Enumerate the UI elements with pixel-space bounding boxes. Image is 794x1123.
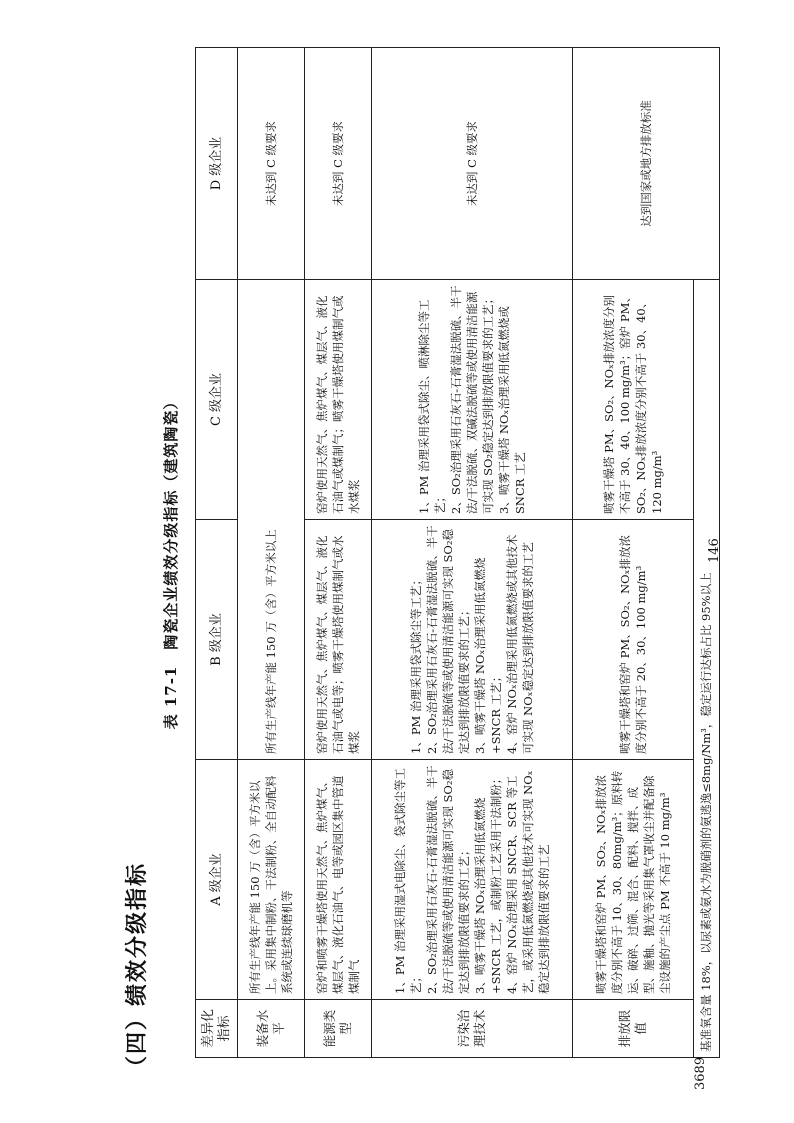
side-page-number: 3689: [693, 1056, 708, 1090]
header-grade-d: D 级企业: [196, 48, 238, 280]
performance-grading-table: [195, 47, 720, 1058]
table-row: [305, 48, 372, 1058]
header-grade-a: A 级企业: [196, 760, 238, 1000]
cell-energy-d: 未达到 C 级要求: [305, 48, 372, 280]
cell-pollution-a: 1、PM 治理采用湿式电除尘、袋式除尘等工艺； 2、SO₂治理采用石灰石-石膏湿法脱硫、半干法/干法脱硫等或使用清洁能源可实现 SO₂稳定达到排放限值要求的工艺； 3、喷雾干燥塔 NOₓ治理采用低氮燃烧+SNCR 工艺，或制粉工艺采用干法制粉； 4、窑炉 NOₓ治理采用 SNCR、SCR 等工艺，或采用低氮燃烧或其他技术可实现 NOₓ稳定达到排放限值要求的工艺: [372, 760, 572, 1000]
header-grade-b: B 级企业: [196, 520, 238, 760]
cell-equipment-a: 所有生产线年产能 150 万（含）平方米以上。采用集中制粉、干法制粉、全自动配料系统或连续球磨机等: [238, 760, 305, 1000]
row-label-pollution: 污染治理技术: [372, 1000, 572, 1058]
cell-pollution-c: 1、PM 治理采用袋式除尘、喷淋除尘等工艺； 2、SO₂治理采用石灰石-石膏湿法脱硫、半干法/干法脱硫、双碱法脱硫等或使用清洁能源可实现 SO₂稳定达到排放限值要求的工艺； 3、喷雾干燥塔 NOₓ治理采用低氮燃烧或 SNCR 工艺: [372, 280, 572, 520]
row-label-equipment: 装备水平: [238, 1000, 305, 1058]
cell-pollution-b: 1、PM 治理采用袋式除尘等工艺； 2、SO₂治理采用石灰石-石膏湿法脱硫、半干法/干法脱硫等或使用清洁能源可实现 SO₂稳定达到排放限值要求的工艺； 3、喷雾干燥塔 NOₓ治理采用低氮燃烧+SNCR 工艺； 4、窑炉 NOₓ治理采用低氮燃烧或其他技术可实现 NOₓ稳定达到排放限值要求的工艺: [372, 520, 572, 760]
page-number: 146: [707, 538, 722, 563]
table-row: [572, 48, 693, 1058]
cell-energy-c: 窑炉使用天然气、焦炉煤气、煤层气、液化石油气或煤制气；喷雾干燥塔使用煤制气或水煤浆: [305, 280, 372, 520]
table-row: [238, 48, 305, 1058]
cell-emission-c: 喷雾干燥塔 PM、SO₂、NOₓ排放浓度分别不高于 30、40、100 mg/m³；窑炉 PM、SO₂、NOₓ排放浓度分别不高于 30、40、120 mg/m³: [572, 280, 693, 520]
cell-pollution-d: 未达到 C 级要求: [372, 48, 572, 280]
table-title: 表 17-1 陶瓷企业绩效分级指标（建筑陶瓷）: [162, 393, 180, 730]
header-grade-c: C 级企业: [196, 280, 238, 520]
header-indicator: 差异化指标: [196, 1000, 238, 1058]
row-label-energy: 能源类型: [305, 1000, 372, 1058]
cell-energy-b: 窑炉使用天然气、焦炉煤气、煤层气、液化石油气或电等；喷雾干燥塔使用煤制气或水煤浆: [305, 520, 372, 760]
cell-emission-d: 达到国家或地方排放标准: [572, 48, 719, 280]
emission-footnote: 基准氧含量 18%，以尿素或氨水为脱硝剂的氨逃逸≤8mg/Nm³，稳定运行达标占比 95%以上: [693, 280, 719, 1058]
table-header-row: [196, 48, 238, 1058]
cell-emission-b: 喷雾干燥塔和窑炉 PM、SO₂、NOₓ排放浓度分别不高于 20、30、100 mg/m³: [572, 520, 693, 760]
cell-equipment-d: 未达到 C 级要求: [238, 48, 305, 280]
section-title: （四）绩效分级指标: [124, 861, 150, 1078]
cell-emission-a: 喷雾干燥塔和窑炉 PM、SO₂、NOₓ排放浓度分别不高于 10、30、80mg/m³；原料转运、破碎、过筛、混合、配料、搅拌、成型、施釉、抛光等采用集气罩收尘并配备除尘设施的产尘点 PM 不高于 10 mg/m³: [572, 760, 693, 1000]
cell-equipment-bc: 所有生产线年产能 150 万（含）平方米以上: [238, 280, 305, 760]
cell-energy-a: 窑炉和喷雾干燥塔使用天然气、焦炉煤气、煤层气、液化石油气、电等或园区集中管道煤制气: [305, 760, 372, 1000]
table-row: [372, 48, 572, 1058]
row-label-emission: 排放限值: [572, 1000, 693, 1058]
